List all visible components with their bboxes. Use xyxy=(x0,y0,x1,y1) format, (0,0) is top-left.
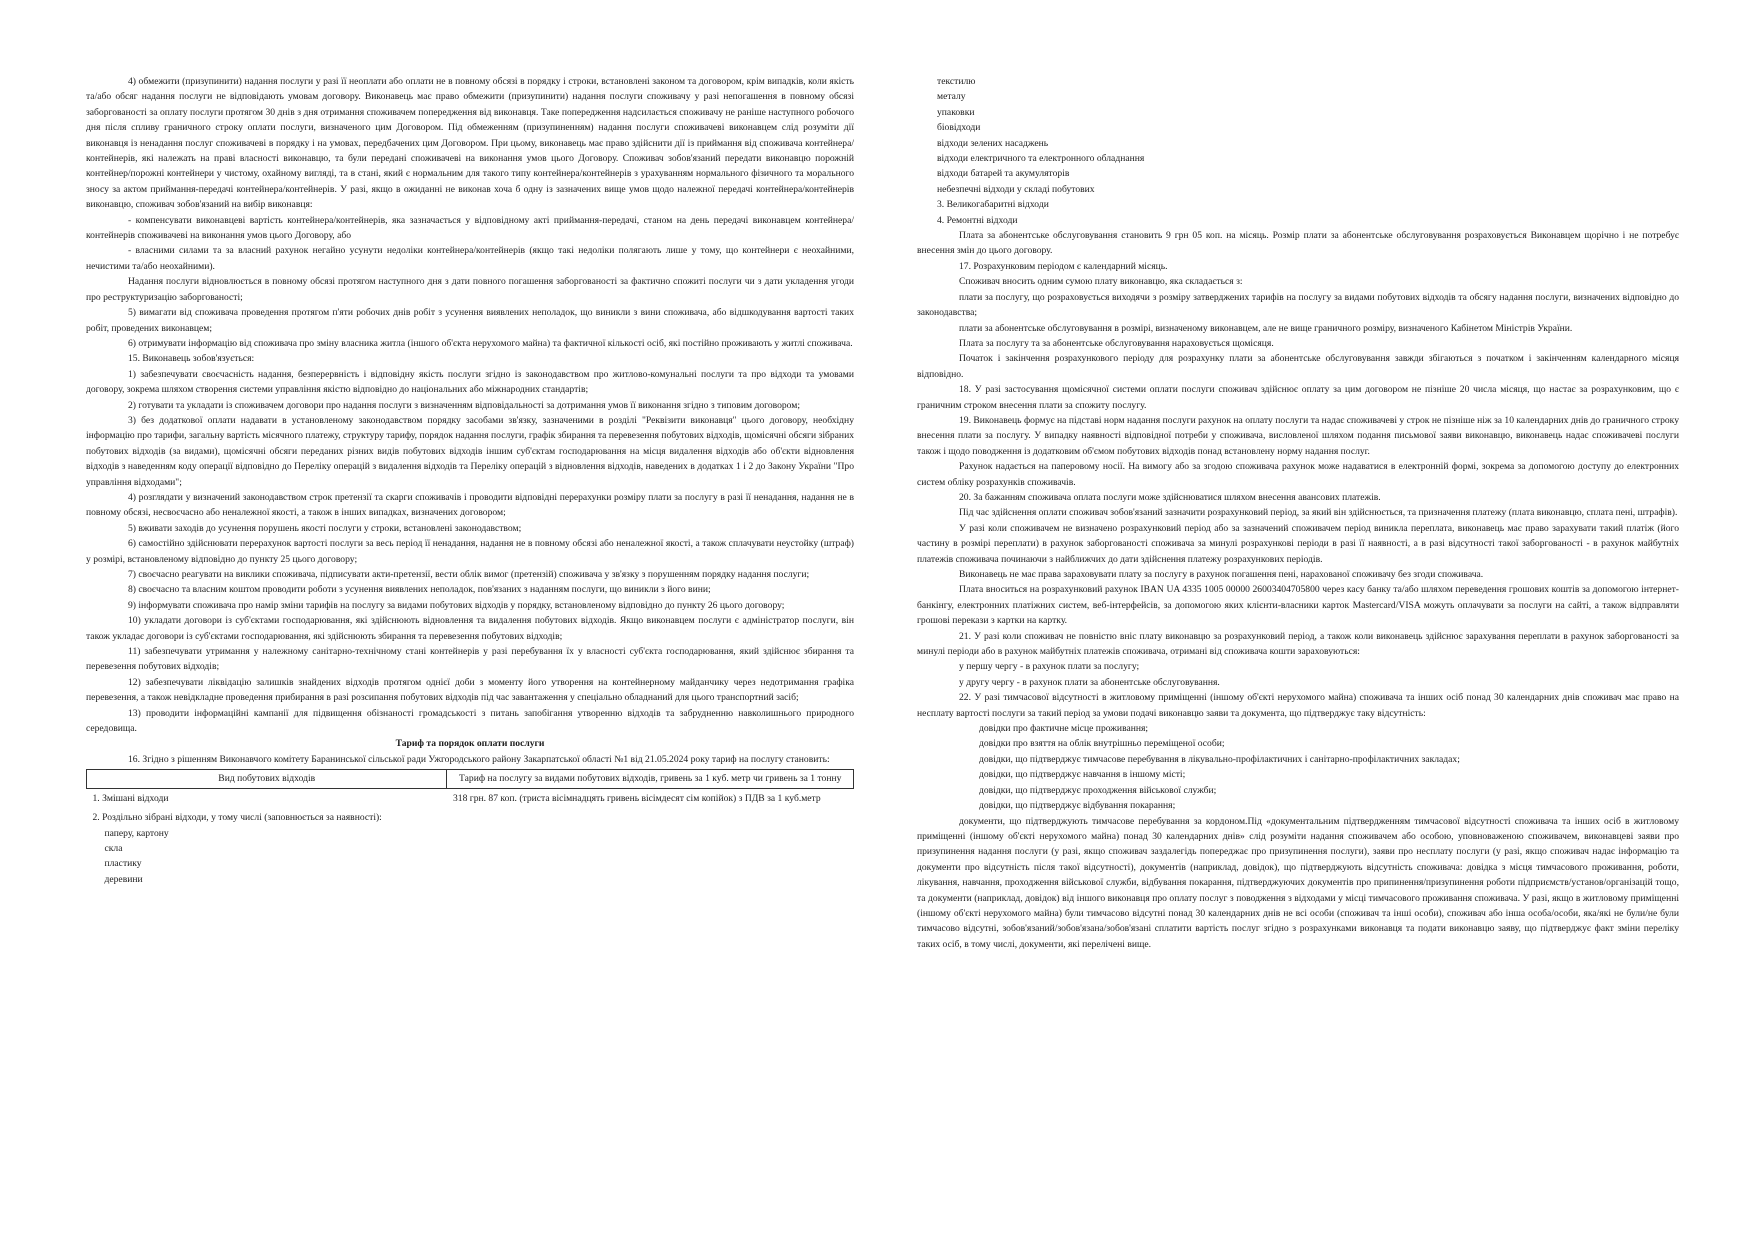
paragraph: Початок і закінчення розрахункового періоду для розрахунку плати за абонентське обслуговування завжди збігаються з початком і закінченням календарного місяця відповідно. xyxy=(917,353,1679,380)
list-item: небезпечні відходи у складі побутових xyxy=(937,183,1095,195)
paragraph: 11) забезпечувати утримання у належному санітарно-технічному стані контейнерів у разі перебування їх у власності суб'єкта господарювання, який здійснює збирання та перевезення побутових відходів; xyxy=(86,646,854,673)
paragraph: У разі коли споживачем не визначено розрахунковий період або за зазначений споживачем період виникла переплата, виконавець має право зарахувати такий платіж (його частину в розмірі переплати) в рахунок заборгованості споживача за минулі розрахункові періоди в разі її наявності, а в разі відсутності такої заборгованості - в рахунок майбутніх платежів споживача починаючи з найближчих до дати здійснення платежу розрахункових періодів. xyxy=(917,522,1679,565)
table-cell xyxy=(87,808,447,889)
waste-type-list xyxy=(93,826,441,888)
right-page xyxy=(917,74,1679,952)
paragraph: 6) отримувати інформацію від споживача про зміну власника житла (іншого об'єкта нерухомого майна) та фактичної кількості осіб, які постійно проживають у житлі споживача. xyxy=(128,337,853,349)
table-cell xyxy=(447,808,854,889)
table-row xyxy=(87,788,854,808)
paragraph: 22. У разі тимчасової відсутності в житловому приміщенні (іншому об'єкті нерухомого майна) споживача та інших осіб понад 30 календарних днів споживач має право на несплату вартості послуги за такий період за умови подачі виконавцю заяви та документа, що підтверджує таку відсутність: xyxy=(917,692,1679,719)
paragraph: документи, що підтверджують тимчасове перебування за кордоном.Під «документальним підтвердженням тимчасової відсутності споживача та інших осіб в житловому приміщенні (іншому об'єкті нерухомого майна) понад 30 календарних днів» слід розуміти надання споживачем або особою, уповноваженою споживачем, виконавцеві заяви про призупинення надання послуги (у разі, якщо споживач заздалегідь попереджає про призупинення послуги), заяви про несплату послуги (у разі, якщо споживач надає інформацію та документи про відсутність після такої відсутності), документів (наприклад, довідок), що підтверджують відсутність споживача: довідка з місця тимчасового проживання, роботи, лікування, навчання, проходження військової служби, відбування покарання, підтверджуючих документів про припинення/призупинення роботи підприємств/установ/організацій тощо, та документи (наприклад, довідок) від іншого виконавця про оплату послуг з поводження з відходами у місці тимчасового проживання споживача. У разі, якщо в житловому приміщенні (іншому об'єкті нерухомого майна) були тимчасово відсутні понад 30 календарних днів не всі особи (споживач та інші особи), споживач або інша особа/особи, яка/які не були/не були тимчасово відсутні, зобов'язаний/зобов'язана/зобов'язані сплатити вартість послуг згідно з розрахунками виконавця та подати виконавцю заяву, що підтверджує факт зміни переліку таких осіб, в тому числі, документи, які перелічені вище. xyxy=(917,815,1679,950)
paragraph: 7) своєчасно реагувати на виклики споживача, підписувати акти-претензії, вести облік вимог (претензій) споживача у зв'язку з порушенням порядку надання послуги; xyxy=(128,569,810,580)
section-heading: Тариф та порядок оплати послуги xyxy=(395,738,545,750)
paragraph: 9) інформувати споживача про намір зміни тарифів на послугу за видами побутових відходів у порядку, встановленому відповідно до пункту 26 цього договору; xyxy=(128,599,785,611)
paragraph: довідки, що підтверджує тимчасове перебування в лікувально-профілактичних і санітарно-профілактичних закладах; xyxy=(979,753,1460,765)
paragraph: Плата за абонентське обслуговування становить 9 грн 05 коп. на місяць. Розмір плати за абонентське обслуговування розраховується Виконавцем щорічно і не потребує внесення змін до цього договору. xyxy=(917,230,1679,257)
list-item: деревини xyxy=(104,873,143,885)
list-item: відходи зелених насаджень xyxy=(937,137,1049,149)
paragraph: 17. Розрахунковим періодом є календарний місяць. xyxy=(959,260,1168,272)
left-page xyxy=(86,74,854,889)
paragraph: довідки, що підтверджує навчання в іншому місті; xyxy=(979,769,1186,781)
paragraph: - компенсувати виконавцеві вартість контейнера/контейнерів, яка зазначається у відповідному акті приймання-передачі, станом на день передачі виконавцем контейнера/контейнерів споживачеві на виконання умов цього Договору, або xyxy=(86,214,854,242)
table-row xyxy=(87,808,854,889)
paragraph: 12) забезпечувати ліквідацію залишків знайдених відходів протягом однієї доби з моменту його утворення на контейнерному майданчику через недотримання графіка перевезення, а також невідкладне проведення прибирання в разі розсипання побутових відходів під час завантаження у спеціально обладнаний для цього транспортний засіб; xyxy=(86,676,854,704)
paragraph: довідки про фактичне місце проживання; xyxy=(979,723,1149,735)
column-header: Вид побутових відходів xyxy=(87,770,447,788)
paragraph: Плата за послугу та за абонентське обслуговування нараховується щомісяця. xyxy=(959,337,1274,349)
list-item: текстилю xyxy=(937,76,976,87)
paragraph: 10) укладати договори із суб'єктами господарювання, які здійснюють відновлення та видалення побутових відходів. Якщо виконавцем послуги є адміністратор послуги, він також укладає договори із суб'єктами господарювання, які здійснюють збирання та перевезення побутових відходів; xyxy=(86,615,854,642)
list-item: відходи електричного та електронного обладнання xyxy=(937,153,1145,165)
paragraph: 8) своєчасно та власним коштом проводити роботи з усунення виявлених неполадок, пов'язаних з наданням послуги, що виникли з його вини; xyxy=(128,584,711,596)
paragraph: 18. У разі застосування щомісячної системи оплати послуги споживач здійснює оплату за цим договором не пізніше 20 числа місяця, що настає за розрахунковим, що є граничним строком внесення плати за спожиту послугу. xyxy=(917,384,1679,411)
table-cell-title: 2. Роздільно зібрані відходи, у тому числі (заповнюється за наявності): xyxy=(92,812,382,824)
list-item: металу xyxy=(937,91,966,103)
paragraph: Плата вноситься на розрахунковий рахунок IBAN UA 4335 1005 00000 26003404705800 через касу банку та/або шляхом переведення грошових коштів за допомогою інтернет-банкінгу, електронних платіжних систем, веб-інтерфейсів, за допомогою яких клієнти-власники карток Mastercard/VISA можуть оплачувати за послуги на сайті, а також відправляти грошові перекази з картки на картку. xyxy=(917,584,1679,627)
paragraph: довідки, що підтверджує відбування покарання; xyxy=(979,800,1176,812)
paragraph: 5) вимагати від споживача проведення протягом п'яти робочих днів робіт з усунення виявлених неполадок, що виникли з вини споживача, або відшкодування вартості таких робіт, проведених виконавцем; xyxy=(86,307,854,334)
paragraph: довідки про взяття на облік внутрішньо переміщеної особи; xyxy=(979,738,1225,750)
paragraph: 4) розглядати у визначений законодавством строк претензії та скарги споживачів і проводити відповідні перерахунки розміру плати за послугу в разі її ненадання, надання не в повному обсязі, несвоєчасно або неналежної якості, а також в інших випадках, визначених договором; xyxy=(86,491,854,519)
paragraph: 15. Виконавець зобов'язується: xyxy=(128,353,255,365)
tariff-table xyxy=(86,769,854,889)
paragraph: Під час здійснення оплати споживач зобов'язаний зазначити розрахунковий період, за який він здійснюється, та призначення платежу (плата виконавцю, сплата пені, штрафів). xyxy=(959,507,1678,519)
paragraph: у першу чергу - в рахунок плати за послугу; xyxy=(959,661,1140,673)
paragraph: довідки, що підтверджує проходження військової служби; xyxy=(979,784,1217,796)
paragraph: - власними силами та за власний рахунок негайно усунути недоліки контейнера/контейнерів (якщо такі недоліки полягають лише у тому, що контейнери є неохайними, нечистими та/або неохайними). xyxy=(86,245,854,272)
paragraph: Рахунок надається на паперовому носії. На вимогу або за згодою споживача рахунок може надаватися в електронній формі, зокрема за допомогою доступу до електронних систем обліку розрахунків споживачів. xyxy=(917,461,1679,488)
paragraph: 2) готувати та укладати із споживачем договори про надання послуги з визначенням відповідальності за дотримання умов її виконання згідно з типовим договором; xyxy=(128,399,801,411)
paragraph: 1) забезпечувати своєчасність надання, безперервність і відповідну якість послуги згідно із законодавством про житлово-комунальні послуги та про відходи та умовами договору, зокрема шляхом створення системи управління якістю відповідно до національних або міжнародних стандартів; xyxy=(86,368,854,396)
paragraph: плати за абонентське обслуговування в розмірі, визначеному виконавцем, але не вище граничного розміру, визначеного Кабінетом Міністрів України. xyxy=(959,322,1573,334)
paragraph: 5) вживати заходів до усунення порушень якості послуги у строки, встановлені законодавством; xyxy=(128,522,522,534)
paragraph: 4) обмежити (призупинити) надання послуги у разі її неоплати або оплати не в повному обсязі в порядку і строки, встановлені законом та договором, крім випадків, коли якість та/або обсяг надання послуги не відповідають умовам договору. Виконавець має право обмежити (призупинити) надання послуги споживачу у разі непогашення в повному обсязі заборгованості за оплату послуги протягом 30 днів з дня отримання споживачем попередження від виконавця. Таке попередження надсилається споживачу не раніше наступного робочого дня після спливу граничного строку оплати послуги, визначеного цим Договором. Під обмеженням (призупиненням) надання послуги споживачеві виконавцем слід розуміти дії виконавця із ненадання послуг споживачеві в порядку і на умовах, передбачених цим Договором. При цьому, виконавець має право здійснити дії із приймання від споживача контейнера/контейнерів, які належать на праві власності виконавцю, та були передані споживачеві на виконання умов цього Договору. Споживач зобов'язаний передати виконавцю порожній контейнер/порожні контейнери у чистому, охайному вигляді, та в стані, який є нормальним для такого типу контейнера/контейнерів з урахуванням нормального фізичного та морального зносу за актом приймання-передачі контейнера/контейнерів. У разі, якщо в ожиданні не виконав хоча б одну із зазначених вище умов щодо належної передачі контейнера/контейнерів виконавцю, споживач зобов'язаний на вибір виконавця: xyxy=(86,76,854,211)
paragraph: плати за послугу, що розраховується виходячи з розміру затверджених тарифів на послугу за видами побутових відходів та обсягу надання послуги, визначених відповідно до законодавства; xyxy=(917,291,1679,319)
paragraph: 13) проводити інформаційні кампанії для підвищення обізнаності громадськості з питань запобігання утворенню відходів та забрудненню навколишнього природного середовища. xyxy=(86,707,854,735)
paragraph: у другу чергу - в рахунок плати за абонентське обслуговування. xyxy=(959,676,1220,688)
list-item: упаковки xyxy=(937,106,975,118)
paragraph: 6) самостійно здійснювати перерахунок вартості послуги за весь період її ненадання, надання не в повному обсязі або неналежної якості, а також сплачувати неустойку (штраф) у розмірі, встановленому відповідно до пункту 25 цього договору; xyxy=(86,538,854,565)
list-item: 3. Великогабаритні відходи xyxy=(937,199,1049,211)
paragraph: 21. У разі коли споживач не повністю вніс плату виконавцю за розрахунковий період, а також коли виконавець здійснює зарахування переплати в рахунок заборгованості за минулі періоди або в рахунок майбутніх платежів споживача, отримані від споживача кошти зараховуються: xyxy=(917,630,1679,658)
paragraph: 19. Виконавець формує на підставі норм надання послуги рахунок на оплату послуги та надає споживачеві у строк не пізніше ніж за 10 календарних днів до граничного строку внесення плати за послугу. У випадку наявності відповідної потреби у споживача, висловленої шляхом подання письмової заяви виконавцю, виконавець надає споживачеві послуги також і щодо поводження із додатковим об'ємом побутових відходів понад встановлену норму надання послуг. xyxy=(917,414,1679,457)
list-item: паперу, картону xyxy=(104,827,169,839)
paragraph: 16. Згідно з рішенням Виконавчого комітету Баранинської сільської ради Ужгородського району Закарпатської області №1 від 21.05.2024 року тариф на послугу становить: xyxy=(128,753,830,765)
paragraph: 20. За бажанням споживача оплата послуги може здійснюватися шляхом внесення авансових платежів. xyxy=(959,491,1381,503)
paragraph: Виконавець не має права зараховувати плату за послугу в рахунок погашення пені, нарахованої споживачу без згоди споживача. xyxy=(959,569,1484,580)
list-item: біовідходи xyxy=(937,122,981,134)
column-header: Тариф на послугу за видами побутових відходів, гривень за 1 куб. метр чи гривень за 1 тонну xyxy=(447,770,854,788)
list-item: відходи батарей та акумуляторів xyxy=(937,168,1070,180)
paragraph: Надання послуги відновлюється в повному обсязі протягом наступного дня з дати повного погашення заборгованості за фактично спожиті послуги чи з дати укладення угоди про реструктуризацію заборгованості; xyxy=(86,276,854,303)
table-cell: 318 грн. 87 коп. (триста вісімнадцять гривень вісімдесят сім копійок) з ПДВ за 1 куб.метр xyxy=(452,792,821,804)
paragraph: Споживач вносить одним сумою плату виконавцю, яка складається з: xyxy=(959,276,1243,288)
table-cell: 1. Змішані відходи xyxy=(92,792,169,804)
table-header-row xyxy=(87,770,854,788)
paragraph: 3) без додаткової оплати надавати в установленому законодавством порядку засобами зв'язку, зазначеними в розділі "Реквізити виконавця" цього договору, необхідну інформацію про тарифи, загальну вартість місячного платежу, структуру тарифу, порядок надання послуги, графік збирання та перевезення побутових відходів, щомісячні обсяги зібраних побутових відходів (за видами), щомісячні обсяги переданих різних видів побутових відходів іншим суб'єктам господарювання на місця видалення відходів або об'єкти відновлення відходів з наведенням коду операції відповідно до Переліку операцій з видалення відходів та Переліку операцій з відновлення відходів, наведених в додатках 1 і 2 до Закону України "Про управління відходами"; xyxy=(86,414,854,488)
list-item: скла xyxy=(104,842,123,854)
list-item: пластику xyxy=(104,858,142,870)
list-item: 4. Ремонтні відходи xyxy=(937,214,1018,226)
